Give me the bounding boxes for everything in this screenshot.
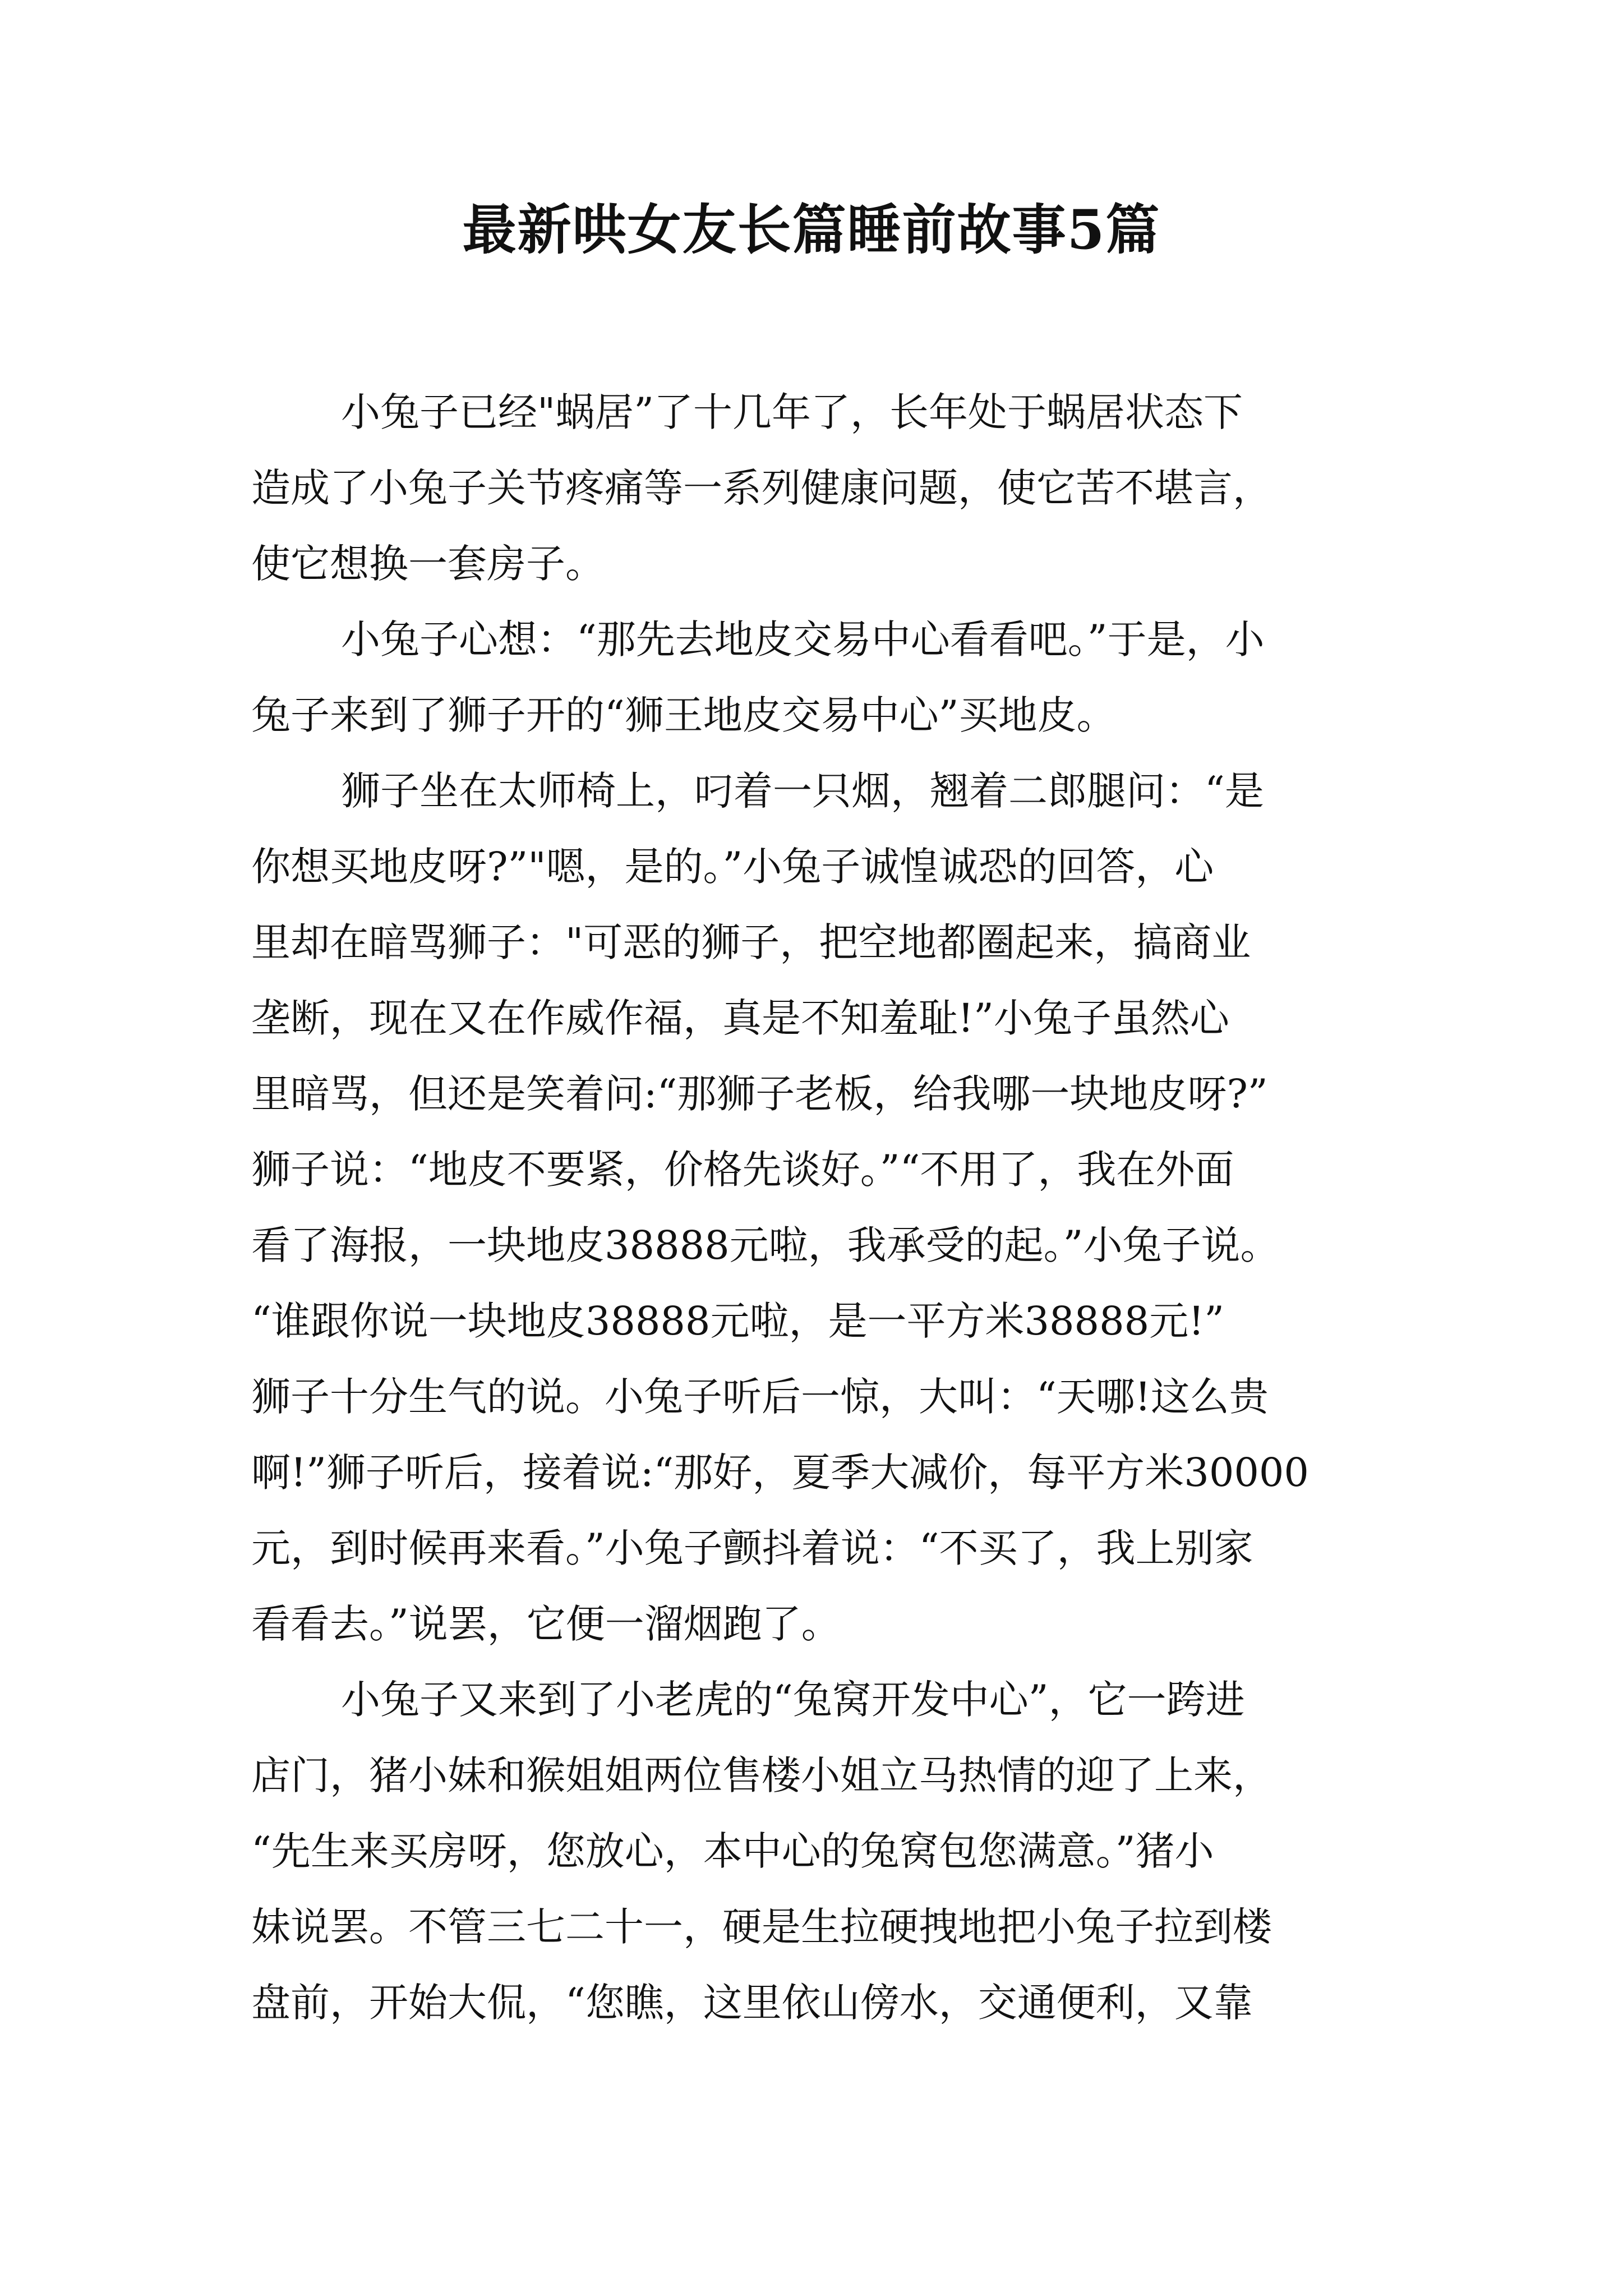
text-line: 啊!”狮子听后，接着说:“那好，夏季大减价，每平方米30000: [251, 1450, 1309, 1496]
text-line: 狮子十分生气的说。小兔子听后一惊，大叫：“天哪!这么贵: [251, 1374, 1269, 1420]
text-line: 里暗骂，但还是笑着问:“那狮子老板，给我哪一块地皮呀?”: [251, 1071, 1268, 1117]
text-line: 小兔子又来到了小老虎的“兔窝开发中心”，它一跨进: [341, 1677, 1245, 1723]
text-line: 小兔子已经"蜗居”了十几年了，长年处于蜗居状态下: [341, 389, 1243, 435]
text-line: 造成了小兔子关节疼痛等一系列健康问题，使它苦不堪言，: [251, 465, 1272, 511]
text-line: 店门，猪小妹和猴姐姐两位售楼小姐立马热情的迎了上来，: [251, 1752, 1272, 1798]
text-line: 使它想换一套房子。: [251, 541, 605, 587]
text-line: “谁跟你说一块地皮38888元啦，是一平方米38888元!”: [251, 1298, 1225, 1344]
text-line: 兔子来到了狮子开的“狮王地皮交易中心”买地皮。: [251, 692, 1116, 738]
text-line: 元，到时候再来看。”小兔子颤抖着说：“不买了，我上别家: [251, 1525, 1253, 1571]
text-line: 看看去。”说罢，它便一溜烟跑了。: [251, 1601, 841, 1647]
text-line: 狮子说：“地皮不要紧，价格先谈好。”“不用了，我在外面: [251, 1147, 1234, 1193]
text-line: 盘前，开始大侃，“您瞧，这里依山傍水，交通便利，又靠: [251, 1980, 1253, 2026]
text-line: 小兔子心想：“那先去地皮交易中心看看吧。”于是，小: [341, 616, 1265, 662]
text-line: 垄断，现在又在作威作福，真是不知羞耻!”小兔子虽然心: [251, 995, 1229, 1041]
document-body: [251, 375, 1407, 2041]
text-line: “先生来买房呀，您放心，本中心的兔窝包您满意。”猪小: [251, 1828, 1214, 1874]
document-title: 最新哄女友长篇睡前故事5篇: [462, 198, 1161, 261]
text-line: 里却在暗骂狮子："可恶的狮子，把空地都圈起来，搞商业: [251, 919, 1251, 965]
text-line: 狮子坐在太师椅上，叼着一只烟，翘着二郎腿问：“是: [341, 768, 1264, 814]
text-line: 妹说罢。不管三七二十一，硬是生拉硬拽地把小兔子拉到楼: [251, 1904, 1272, 1950]
text-line: 你想买地皮呀?”"嗯，是的。”小兔子诚惶诚恐的回答，心: [251, 844, 1214, 890]
text-line: 看了海报，一块地皮38888元啦，我承受的起。”小兔子说。: [251, 1222, 1280, 1268]
